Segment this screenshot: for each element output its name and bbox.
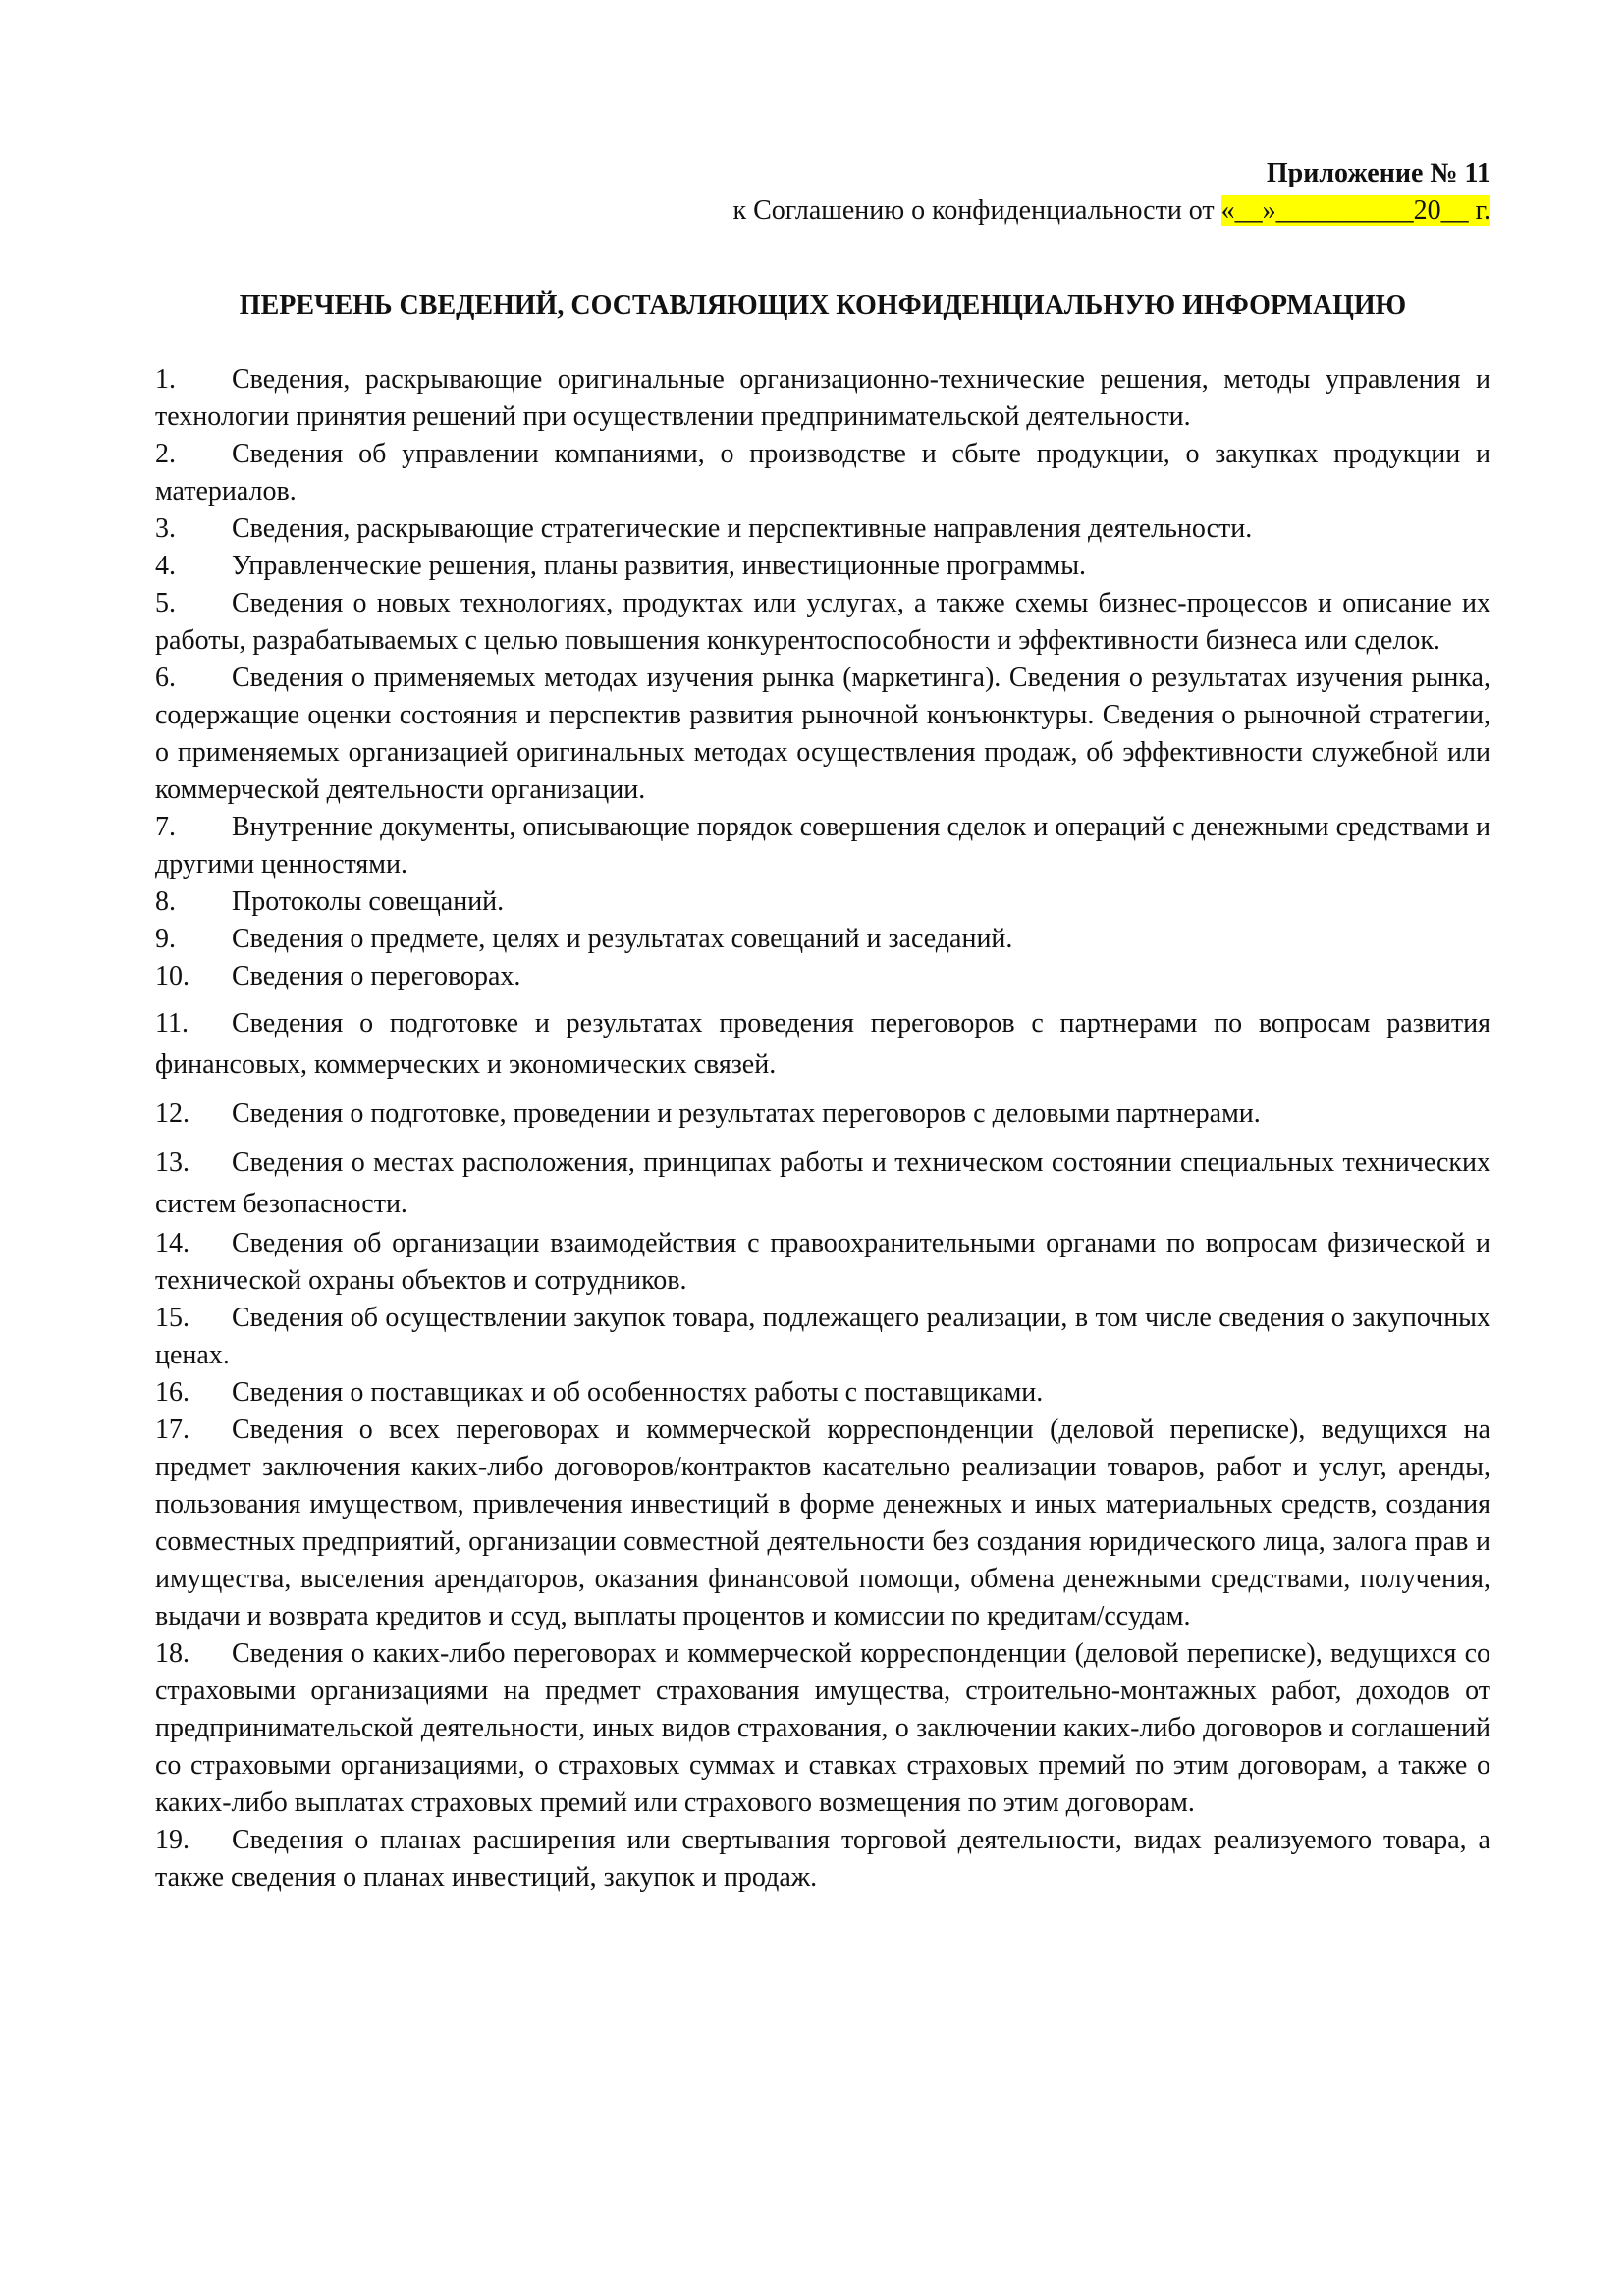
list-item	[155, 660, 1490, 809]
item-text: Сведения, раскрывающие стратегические и перспективные направления деятельности.	[232, 513, 1253, 544]
list-item	[155, 361, 1490, 436]
item-text: Сведения о новых технологиях, продуктах или услугах, а также схемы бизнес-процессов и описание их работы, разрабатываемых с целью повышения конкурентоспособности и эффективности бизнеса или сделок.	[155, 588, 1490, 656]
list-item	[155, 1822, 1490, 1896]
item-text: Сведения о каких-либо переговорах и коммерческой корреспонденции (деловой переписке), ведущихся со страховыми организациями на предмет страхования имущества, строительно-монтажных работ, доходов от предпринимательской деятельности, иных видов страхования, о заключении каких-либо договоров и соглашений со страховыми организациями, о страховых суммах и ставках страховых премий по этим договорам, а также о каких-либо выплатах страховых премий или страхового возмещения по этим договорам.	[155, 1638, 1490, 1818]
list-item	[155, 958, 1490, 995]
item-text: Сведения о местах расположения, принципах работы и техническом состоянии специальных технических систем безопасности.	[155, 1148, 1490, 1219]
item-number: 1.	[155, 364, 176, 395]
item-text: Сведения об управлении компаниями, о производстве и сбыте продукции, о закупках продукции и материалов.	[155, 439, 1490, 507]
list-item	[155, 1003, 1490, 1086]
list-item	[155, 1225, 1490, 1300]
item-number: 5.	[155, 588, 176, 618]
list-item	[155, 883, 1490, 921]
item-text: Управленческие решения, планы развития, инвестиционные программы.	[232, 551, 1087, 581]
item-text: Сведения о применяемых методах изучения рынка (маркетинга). Сведения о результатах изучения рынка, содержащие оценки состояния и перспектив развития рыночной конъюнктуры. Сведения о рыночной стратегии, о применяемых организацией оригинальных методах осуществления продаж, об эффективности служебной или коммерческой деятельности организации.	[155, 663, 1490, 805]
list-item	[155, 548, 1490, 585]
item-text: Сведения о всех переговорах и коммерческой корреспонденции (деловой переписке), ведущихся на предмет заключения каких-либо договоров/контрактов касательно реализации товаров, работ и услуг, аренды, пользования имуществом, привлечения инвестиций в форме денежных и иных материальных средств, создания совместных предприятий, организации совместной деятельности без создания юридического лица, залога прав и имущества, выселения арендаторов, оказания финансовой помощи, обмена денежными средствами, получения, выдачи и возврата кредитов и ссуд, выплаты процентов и комиссии по кредитам/ссудам.	[155, 1415, 1490, 1631]
item-number: 9.	[155, 924, 176, 954]
item-number: 18.	[155, 1638, 189, 1669]
appendix-number: Приложение № 11	[1266, 158, 1490, 188]
item-number: 19.	[155, 1825, 189, 1855]
document-title: ПЕРЕЧЕНЬ СВЕДЕНИЙ, СОСТАВЛЯЮЩИХ КОНФИДЕНЦИАЛЬНУЮ ИНФОРМАЦИЮ	[239, 291, 1407, 321]
item-number: 3.	[155, 513, 176, 544]
list-item	[155, 1374, 1490, 1412]
list-item	[155, 436, 1490, 510]
list-item	[155, 510, 1490, 548]
item-number: 6.	[155, 663, 176, 693]
item-text: Сведения о планах расширения или свертывания торговой деятельности, видах реализуемого товара, а также сведения о планах инвестиций, закупок и продаж.	[155, 1825, 1490, 1893]
item-number: 2.	[155, 439, 176, 469]
list-item	[155, 1412, 1490, 1635]
item-text: Внутренние документы, описывающие порядок совершения сделок и операций с денежными средствами и другими ценностями.	[155, 812, 1490, 880]
item-text: Сведения о поставщиках и об особенностях работы с поставщиками.	[232, 1377, 1044, 1408]
item-text: Протоколы совещаний.	[232, 886, 505, 917]
item-number: 10.	[155, 961, 189, 991]
item-text: Сведения о подготовке, проведении и результатах переговоров с деловыми партнерами.	[232, 1098, 1261, 1129]
item-text: Сведения об осуществлении закупок товара, подлежащего реализации, в том числе сведения о закупочных ценах.	[155, 1303, 1490, 1370]
agreement-reference	[155, 192, 1490, 230]
agreement-prefix: к Соглашению о конфиденциальности от	[732, 195, 1221, 226]
list-item	[155, 809, 1490, 883]
item-number: 4.	[155, 551, 176, 581]
item-number: 8.	[155, 886, 176, 917]
list-item	[155, 921, 1490, 958]
item-text: Сведения о подготовке и результатах проведения переговоров с партнерами по вопросам развития финансовых, коммерческих и экономических связей.	[155, 1008, 1490, 1080]
item-text: Сведения об организации взаимодействия с правоохранительными органами по вопросам физической и технической охраны объектов и сотрудников.	[155, 1228, 1490, 1296]
item-number: 7.	[155, 812, 176, 842]
item-number: 14.	[155, 1228, 189, 1258]
list-item	[155, 1635, 1490, 1822]
list-item	[155, 1094, 1490, 1135]
item-number: 13.	[155, 1148, 189, 1178]
list-item	[155, 1300, 1490, 1374]
item-number: 12.	[155, 1098, 189, 1129]
item-number: 16.	[155, 1377, 189, 1408]
item-number: 11.	[155, 1008, 189, 1039]
item-text: Сведения о предмете, целях и результатах совещаний и заседаний.	[232, 924, 1013, 954]
date-blank: «__»__________20__ г.	[1220, 195, 1490, 226]
confidential-info-list	[155, 361, 1490, 1896]
list-item	[155, 585, 1490, 660]
item-text: Сведения, раскрывающие оригинальные организационно-технические решения, методы управления и технологии принятия решений при осуществлении предпринимательской деятельности.	[155, 364, 1490, 432]
list-item	[155, 1143, 1490, 1225]
item-number: 17.	[155, 1415, 189, 1445]
item-number: 15.	[155, 1303, 189, 1333]
appendix-header	[155, 155, 1490, 230]
item-text: Сведения о переговорах.	[232, 961, 521, 991]
